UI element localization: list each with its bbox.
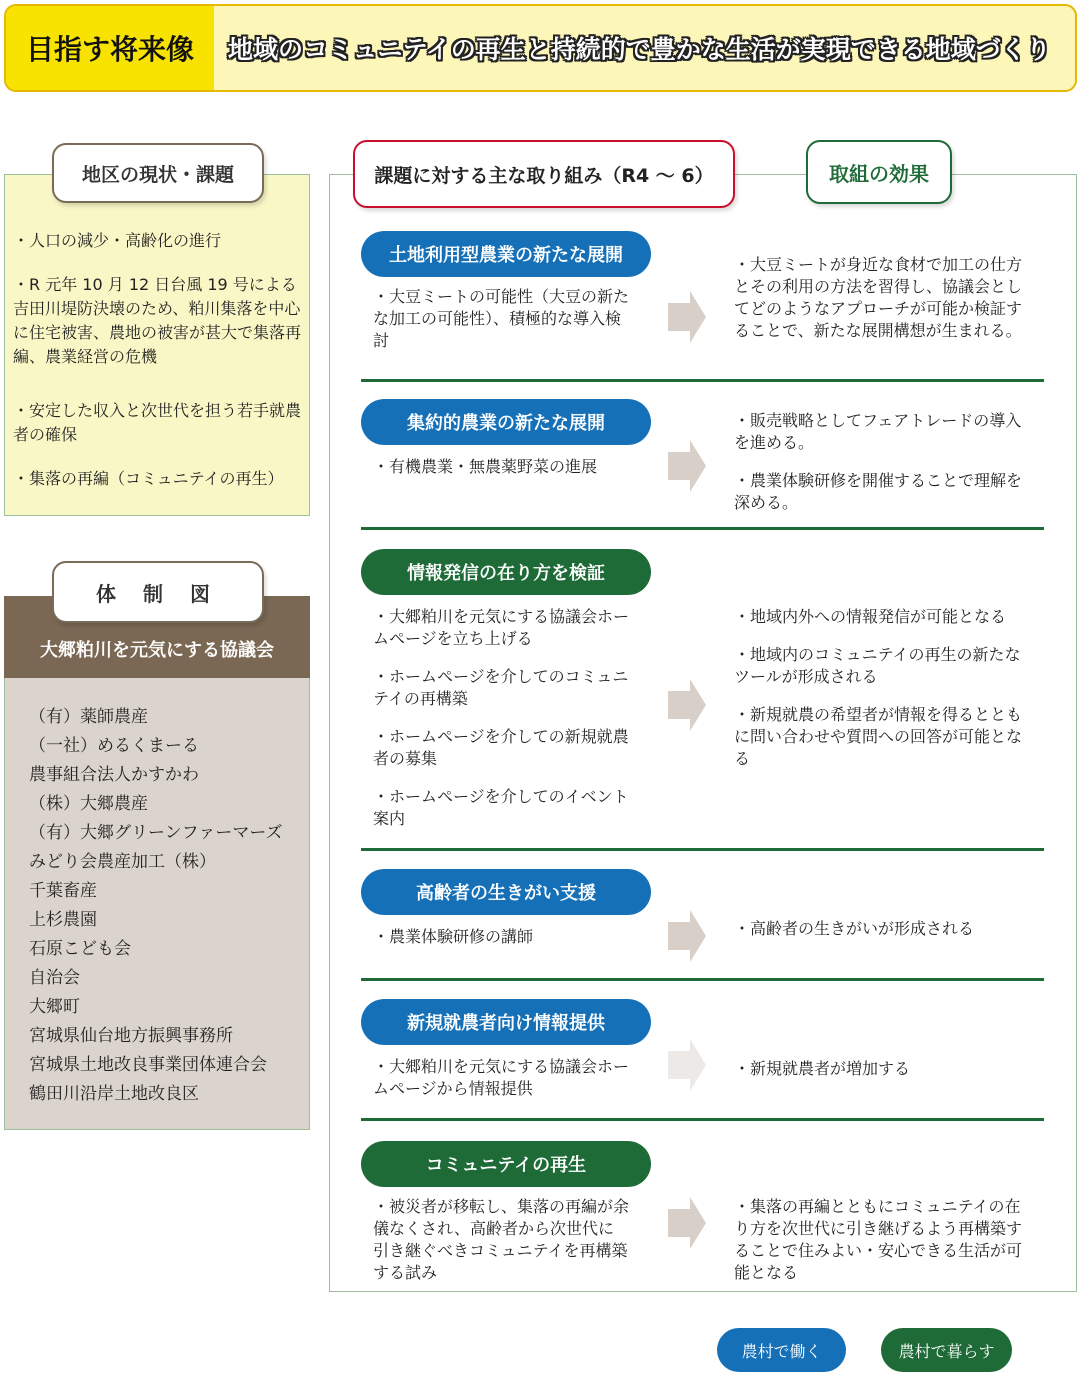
action-item: ・ホームページを介してのコミュニテイの再構築 [373, 667, 629, 708]
legend-live: 農村で暮らす [881, 1328, 1012, 1372]
issue-item: ・集落の再編（コミュニテイの再生） [13, 469, 284, 488]
arrow-right-icon [668, 906, 708, 966]
action-item: ・大郷粕川を元気にする協議会ホームページを立ち上げる [373, 607, 630, 648]
member-item: （有）薬師農産 [29, 707, 148, 727]
organization-title: 体 制 図 [52, 561, 264, 623]
action-item: ・大郷粕川を元気にする協議会ホームページから情報提供 [373, 1057, 630, 1098]
action-item: ・ホームページを介してのイベント案内 [373, 787, 629, 828]
section-divider [361, 848, 1044, 851]
arrow-right-icon [668, 1193, 708, 1253]
effect-item: ・地域内のコミュニテイの再生の新たなツールが形成される [734, 645, 1021, 686]
arrow-right-icon [668, 436, 708, 496]
arrow-right-icon [668, 287, 708, 347]
section-title: 高齢者の生きがい支援 [361, 869, 651, 915]
action-item: ・大豆ミートの可能性（大豆の新たな加工の可能性）、積極的な導入検討 [373, 287, 630, 350]
effect-item: ・新規就農の希望者が情報を得るとともに問い合わせや質問への回答が可能となる [734, 705, 1023, 768]
member-item: 自治会 [29, 968, 80, 988]
member-item: （有）大郷グリーンファーマーズ [29, 823, 283, 843]
effect-item: ・高齢者の生きがいが形成される [734, 919, 975, 938]
legend-work: 農村で働く [717, 1328, 846, 1372]
effect-item: ・販売戦略としてフェアトレードの導入を進める。 [734, 411, 1022, 452]
section-divider [361, 379, 1044, 382]
effect-item: ・大豆ミートが身近な食材で加工の仕方とその利用の方法を習得し、協議会としてどのようなアプローチが可能か検証することで、新たな展開構想が生まれる。 [734, 255, 1023, 340]
section-divider [361, 527, 1044, 530]
issues-panel [4, 174, 310, 516]
member-item: 千葉畜産 [29, 881, 97, 901]
member-item: みどり会農産加工（株） [29, 852, 216, 872]
section-divider [361, 978, 1044, 981]
member-item: （一社）めるくまーる [29, 736, 199, 756]
council-name: 大郷粕川を元気にする協議会 [4, 596, 310, 678]
action-item: ・被災者が移転し、集落の再編が余儀なくされ、高齢者から次世代に引き継ぐべきコミュニテイを再構築する試み [373, 1197, 630, 1282]
arrow-right-icon [668, 1035, 708, 1095]
issues-title: 地区の現状・課題 [52, 143, 264, 203]
member-item: 鶴田川沿岸土地改良区 [29, 1084, 199, 1104]
actions-column-title: 課題に対する主な取り組み（R4 ～ 6） [353, 140, 735, 208]
effect-list [734, 410, 1034, 530]
action-item: ・ホームページを介しての新規就農者の募集 [373, 727, 629, 768]
action-list [373, 606, 629, 846]
member-item: （株）大郷農産 [29, 794, 148, 814]
action-item: ・農業体験研修の講師 [373, 927, 534, 946]
effect-list [734, 606, 1034, 786]
vision-label: 目指す将来像 [6, 6, 214, 90]
member-item: 宮城県仙台地方振興事務所 [29, 1026, 233, 1046]
member-item: 石原こども会 [29, 939, 131, 959]
effect-item: ・新規就農者が増加する [734, 1059, 911, 1078]
arrow-right-icon [668, 675, 708, 735]
section-divider [361, 1118, 1044, 1121]
section-title: 情報発信の在り方を検証 [361, 549, 651, 595]
effects-column-title: 取組の効果 [806, 140, 952, 204]
member-item: 上杉農園 [29, 910, 97, 930]
issue-item: ・R 元年 10 月 12 日台風 19 号による吉田川堤防決壊のため、粕川集落を中心に住宅被害、農地の被害が甚大で集落再編、農業経営の危機 [13, 275, 302, 366]
action-item: ・有機農業・無農薬野菜の進展 [373, 457, 598, 476]
member-list [29, 703, 282, 1109]
section-title: 土地利用型農業の新たな展開 [361, 231, 651, 277]
issue-item: ・人口の減少・高齢化の進行 [13, 231, 222, 250]
section-title: 新規就農者向け情報提供 [361, 999, 651, 1045]
vision-banner [4, 4, 1077, 92]
effect-item: ・農業体験研修を開催することで理解を深める。 [734, 471, 1023, 512]
section-title: コミュニテイの再生 [361, 1141, 651, 1187]
issue-item: ・安定した収入と次世代を担う若手就農者の確保 [13, 401, 302, 444]
effect-item: ・集落の再編とともにコミュニテイの在り方を次世代に引き継げるよう再構築することで住みよい・安心できる生活が可能となる [734, 1197, 1023, 1282]
section-title: 集約的農業の新たな展開 [361, 399, 651, 445]
member-item: 大郷町 [29, 997, 80, 1017]
effect-item: ・地域内外への情報発信が可能となる [734, 607, 1007, 626]
member-item: 農事組合法人かすかわ [29, 765, 199, 785]
member-item: 宮城県土地改良事業団体連合会 [29, 1055, 267, 1075]
vision-text: 地域のコミュニテイの再生と持続的で豊かな生活が実現できる地域づくり [228, 35, 1051, 64]
